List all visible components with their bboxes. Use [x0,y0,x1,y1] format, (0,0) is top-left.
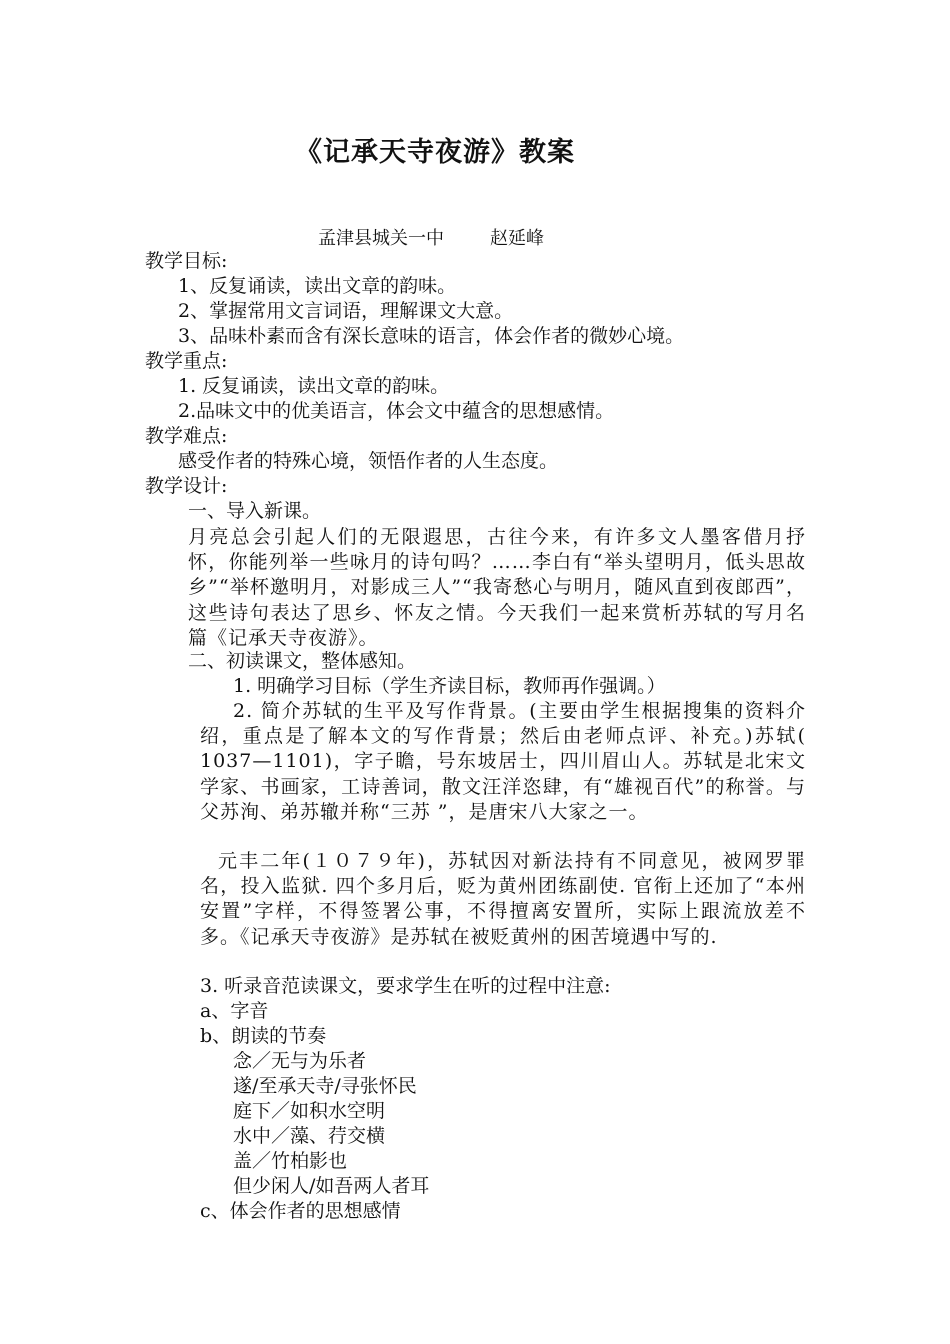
rhythm-line: 水中／藻、荇交横 [233,1125,386,1147]
objectives-heading: 教学目标: [145,250,228,272]
rhythm-line: 遂/至承天寺/寻张怀民 [233,1075,417,1097]
document-title: 《记承天寺夜游》教案 [295,137,575,168]
section1-heading: 一、导入新课。 [188,500,322,522]
rhythm-line: 盖／竹柏影也 [233,1150,348,1172]
author-line [318,224,544,250]
objective-item: 2、掌握常用文言词语，理解课文大意。 [178,300,514,322]
difficulties-text: 感受作者的特殊心境，领悟作者的人生态度。 [178,450,559,472]
note-a: a、字音 [200,1000,269,1022]
key-point-item: 1. 反复诵读，读出文章的韵味。 [178,375,450,397]
step1-text: 1. 明确学习目标（学生齐读目标，教师再作强调。） [233,675,666,697]
section2-heading: 二、初读课文，整体感知。 [188,650,417,672]
step3-text: 3. 听录音范读课文，要求学生在听的过程中注意: [200,975,611,997]
step2-paragraph: 2. 简介苏轼的生平及写作背景。(主要由学生根据搜集的资料介绍，重点是了解本文的写作背景；然后由老师点评、补充。)苏轼( 1037—1101)，字子瞻，号东坡居士，四川眉山人。苏轼是北宋文学家、书画家，工诗善词，散文汪洋恣肆，有“雄视百代”的称誉。与父苏洵、弟苏辙并称“三苏 ”，是唐宋八大家之一。 [200,700,806,823]
design-heading: 教学设计: [145,475,228,497]
note-c: c、体会作者的思想感情 [200,1200,401,1222]
background-paragraph: 元丰二年(１０７９年)，苏轼因对新法持有不同意见，被网罗罪名，投入监狱. 四个多月后，贬为黄州团练副使. 官衔上还加了“本州安置”字样，不得签署公事，不得擅离安置所，实际上跟流放差不多。《记承天寺夜游》是苏轼在被贬黄州的困苦境遇中写的. [200,850,806,948]
note-b: b、朗读的节奏 [200,1025,327,1047]
rhythm-line: 念／无与为乐者 [233,1050,367,1072]
intro-paragraph: 月亮总会引起人们的无限遐思，古往今来，有许多文人墨客借月抒怀，你能列举一些咏月的诗句吗？……李白有“举头望明月，低头思故乡”“举杯邀明月，对影成三人”“我寄愁心与明月，随风直到夜郎西”，这些诗句表达了思乡、怀友之情。今天我们一起来赏析苏轼的写月名篇《记承天寺夜游》。 [188,526,806,649]
rhythm-line: 庭下／如积水空明 [233,1100,386,1122]
objective-item: 3、品味朴素而含有深长意味的语言，体会作者的微妙心境。 [178,325,685,347]
author-school: 孟津县城关一中 [318,228,444,249]
key-points-heading: 教学重点: [145,350,228,372]
difficulties-heading: 教学难点: [145,425,228,447]
objective-item: 1、反复诵读，读出文章的韵味。 [178,275,457,297]
key-point-item: 2.品味文中的优美语言，体会文中蕴含的思想感情。 [178,400,615,422]
author-name: 赵延峰 [490,228,544,249]
rhythm-line: 但少闲人/如吾两人者耳 [233,1175,430,1197]
